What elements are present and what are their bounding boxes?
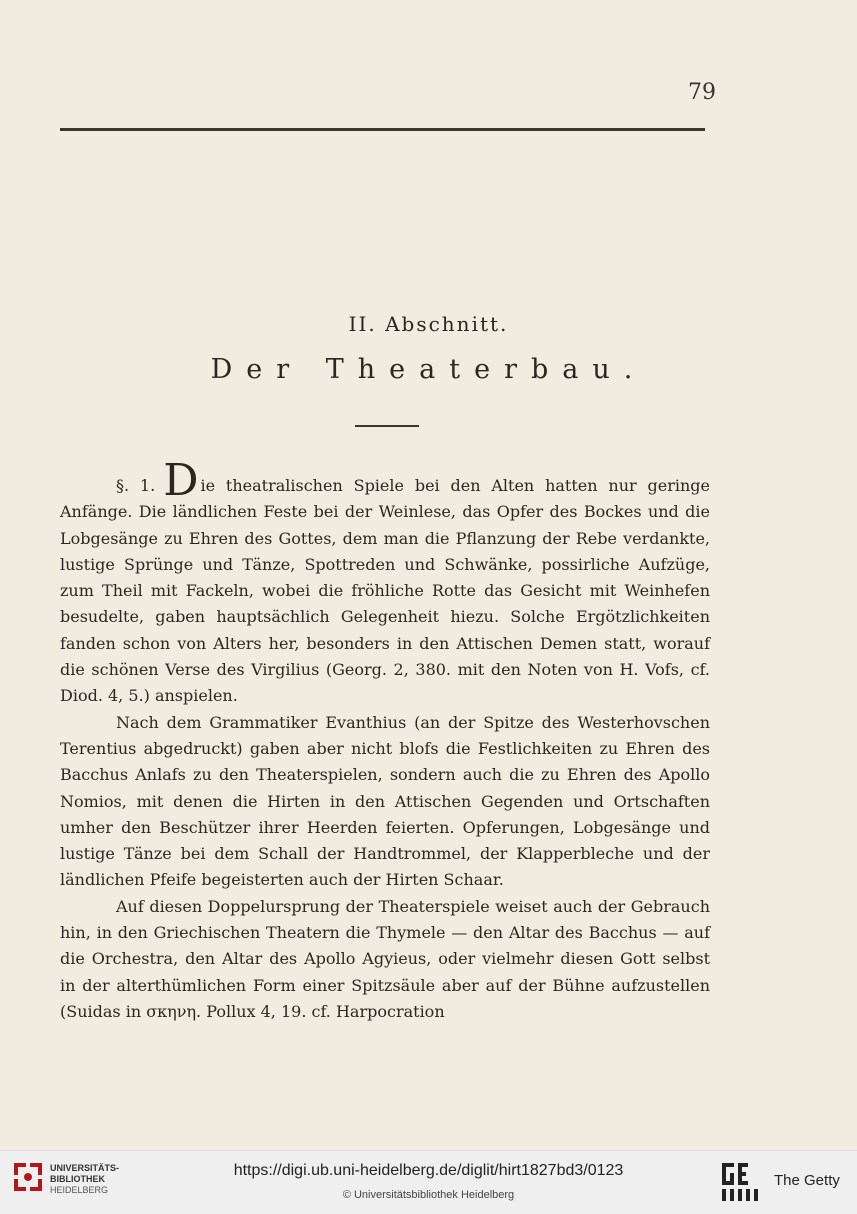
header-rule bbox=[60, 128, 705, 131]
paragraph-sign: §. 1. bbox=[116, 476, 156, 495]
viewer-footer bbox=[0, 1150, 857, 1214]
body-text bbox=[60, 455, 711, 1025]
copyright-notice: © Universitätsbibliothek Heidelberg bbox=[342, 1189, 515, 1201]
dropcap-letter: D bbox=[163, 455, 199, 506]
title-divider bbox=[355, 425, 419, 427]
paragraph-2: Nach dem Grammatiker Evanthius (an der Spitze des Westerhovschen Terentius abgedruckt) gaben aber nicht blofs die Festlichkeiten zu Ehren des Bacchus Anlafs zu den Theaterspielen, sondern auch die zu Ehren des Apollo Nomios, mit denen die Hirten in den Attischen Gegenden und Ortschaften umher den Beschützer ihrer Heerden feierten. Opferungen, Lobgesänge und lustige Tänze bei dem Schall der Handtrommel, der Klapperbleche und der ländlichen Pfeife begeisterten auch der Hirten Schaar. bbox=[60, 712, 710, 890]
permalink-url[interactable]: https://digi.ub.uni-heidelberg.de/diglit/hirt1827bd3/0123 bbox=[233, 1162, 624, 1179]
section-label: II. Abschnitt. bbox=[348, 312, 509, 336]
getty-logo-icon[interactable] bbox=[720, 1161, 762, 1203]
paragraph-3: Auf diesen Doppelursprung der Theaterspiele weiset auch der Gebrauch hin, in den Griechischen Theatern die Thymele — den Altar des Bacchus — auf die Orchestra, den Altar des Apollo Agyieus, oder vielmehr diesen Gott selbst in der alterthümlichen Form einer Spitzsäule aber auf der Bühne aufzustellen (Suidas in σκηνη. Pollux 4, 19. cf. Harpocration bbox=[60, 896, 710, 1021]
page-number: 79 bbox=[688, 80, 716, 105]
institution-name: UNIVERSITÄTS- BIBLIOTHEK HEIDELBERG bbox=[50, 1163, 120, 1195]
partner-name: The Getty bbox=[774, 1172, 840, 1189]
paragraph-1 bbox=[60, 455, 711, 710]
section-title: Der Theaterbau. bbox=[210, 354, 647, 385]
paragraph-1-text: ie theatralischen Spiele bei den Alten hatten nur geringe Anfänge. Die ländlichen Feste bei der Weinlese, das Opfer des Bockes und die Lobgesänge zu Ehren des Gottes, dem man die Pflanzung der Rebe verdankte, lustige Sprünge und Tänze, Spottreden und Schwänke, possirliche Aufzüge, zum Theil mit Fackeln, wobei die fröhliche Rotte das Gesicht mit Weinhefen besudelte, gaben hauptsächlich Gelegenheit hiezu. Solche Ergötzlichkeiten fanden schon von Alters her, besonders in den Attischen Demen statt, worauf die schönen Verse des Virgilius (Georg. 2, 380. mit den Noten von H. Vofs, cf. Diod. 4, 5.) anspielen. bbox=[60, 476, 711, 706]
